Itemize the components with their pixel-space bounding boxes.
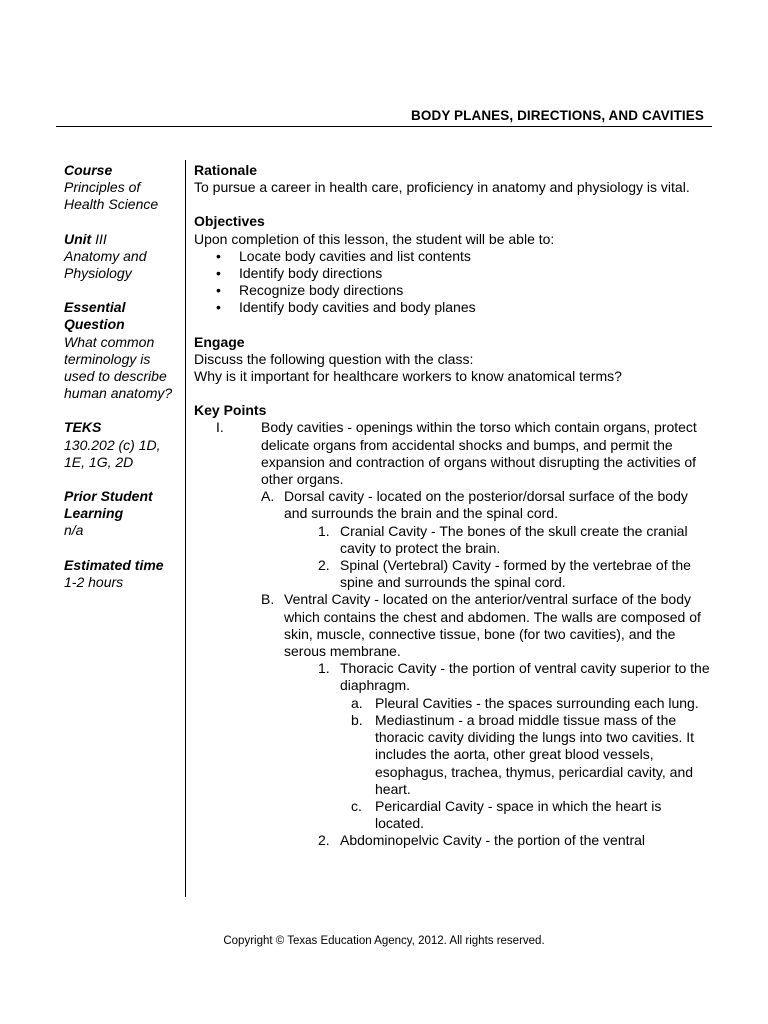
key-points-section bbox=[194, 402, 714, 849]
key-points-heading: Key Points bbox=[194, 402, 267, 419]
estimated-time-label: Estimated time bbox=[64, 556, 164, 573]
outline-marker: b. bbox=[351, 711, 363, 728]
outline-item bbox=[194, 660, 714, 694]
outline-text: Dorsal cavity - located on the posterior/dorsal surface of the body and surrounds the brain and the spinal cord. bbox=[284, 488, 688, 522]
outline-item bbox=[194, 695, 714, 712]
prior-learning-label: Prior Student Learning bbox=[64, 488, 153, 522]
objectives-list bbox=[194, 248, 714, 317]
course-label: Course bbox=[64, 162, 113, 178]
outline-marker: I. bbox=[216, 419, 224, 436]
outline-text: Spinal (Vertebral) Cavity - formed by the vertebrae of the spine and surrounds the spinal cord. bbox=[340, 557, 691, 591]
rationale-section bbox=[194, 162, 714, 196]
outline-marker: A. bbox=[261, 488, 275, 505]
outline-text: Cranial Cavity - The bones of the skull create the cranial cavity to protect the brain. bbox=[340, 522, 688, 556]
outline-item bbox=[194, 712, 714, 798]
sidebar bbox=[64, 162, 182, 608]
copyright-footer: Copyright © Texas Education Agency, 2012. All rights reserved. bbox=[223, 935, 545, 947]
engage-question: Why is it important for healthcare workers to know anatomical terms? bbox=[194, 368, 622, 385]
outline-text: Pleural Cavities - the spaces surrounding each lung. bbox=[375, 694, 699, 711]
estimated-time-block bbox=[64, 557, 182, 591]
teks-block bbox=[64, 419, 182, 471]
outline-text: Abdominopelvic Cavity - the portion of the ventral bbox=[340, 832, 646, 849]
outline-text: Thoracic Cavity - the portion of ventral cavity superior to the diaphragm. bbox=[340, 660, 710, 694]
rationale-text: To pursue a career in health care, proficiency in anatomy and physiology is vital. bbox=[194, 179, 690, 196]
list-item: • Identify body directions bbox=[194, 265, 714, 282]
teks-value: 130.202 (c) 1D, 1E, 1G, 2D bbox=[64, 436, 161, 470]
essential-question-block bbox=[64, 299, 182, 402]
engage-line: Discuss the following question with the class: bbox=[194, 350, 474, 367]
engage-section bbox=[194, 334, 714, 386]
course-value: Principles of Health Science bbox=[64, 179, 159, 213]
outline-text: Pericardial Cavity - space in which the heart is located. bbox=[375, 797, 662, 832]
course-block bbox=[64, 162, 182, 214]
list-item: • Identify body cavities and body planes bbox=[194, 299, 714, 316]
unit-heading bbox=[64, 231, 182, 248]
outline-item bbox=[194, 557, 714, 591]
objectives-heading: Objectives bbox=[194, 213, 265, 230]
essential-question-label: Essential Question bbox=[64, 299, 126, 333]
engage-heading: Engage bbox=[194, 333, 245, 350]
list-item: • Locate body cavities and list contents bbox=[194, 248, 714, 265]
column-divider bbox=[185, 160, 186, 897]
rationale-heading: Rationale bbox=[194, 162, 258, 178]
outline-marker: 1. bbox=[318, 522, 330, 539]
teks-label: TEKS bbox=[64, 419, 102, 436]
outline-text: Ventral Cavity - located on the anterior/ventral surface of the body which contains the chest and abdomen. The walls are composed of skin, muscle, connective tissue, bone (for two cavities), and the serous membrane. bbox=[284, 591, 701, 660]
objectives-intro: Upon completion of this lesson, the student will be able to: bbox=[194, 230, 555, 247]
prior-learning-value: n/a bbox=[64, 522, 84, 539]
outline-marker: 1. bbox=[318, 660, 330, 677]
outline-marker: 2. bbox=[318, 832, 330, 849]
outline-marker: B. bbox=[261, 591, 275, 608]
outline-text: Body cavities - openings within the torso which contain organs, protect delicate organs from accidental shocks and bumps, and permit the expansion and contraction of organs without disrupting the activities of other organs. bbox=[261, 419, 697, 488]
outline-marker: c. bbox=[351, 797, 362, 814]
outline-item bbox=[194, 419, 714, 488]
unit-number: III bbox=[95, 230, 107, 247]
prior-learning-block bbox=[64, 488, 182, 540]
outline-item bbox=[194, 832, 714, 849]
outline-marker: 2. bbox=[318, 557, 330, 574]
unit-label: Unit bbox=[64, 230, 92, 247]
outline-item bbox=[194, 523, 714, 557]
objectives-section bbox=[194, 213, 714, 316]
outline-text: Mediastinum - a broad middle tissue mass of the thoracic cavity dividing the lungs into two cavities. It includes the aorta, other great blood vessels, esophagus, trachea, thymus, pericardial cavity, and heart. bbox=[375, 711, 695, 797]
unit-block bbox=[64, 231, 182, 283]
page-title: BODY PLANES, DIRECTIONS, AND CAVITIES bbox=[411, 108, 704, 123]
unit-value: Anatomy and Physiology bbox=[64, 247, 147, 282]
outline-item bbox=[194, 798, 714, 832]
header-divider bbox=[56, 126, 712, 127]
estimated-time-value: 1-2 hours bbox=[64, 573, 124, 590]
essential-question-value: What common terminology is used to describe human anatomy? bbox=[64, 333, 173, 402]
outline-item bbox=[194, 488, 714, 522]
main-content bbox=[194, 162, 714, 850]
outline-marker: a. bbox=[351, 694, 363, 711]
outline-item bbox=[194, 591, 714, 660]
list-item: • Recognize body directions bbox=[194, 282, 714, 299]
